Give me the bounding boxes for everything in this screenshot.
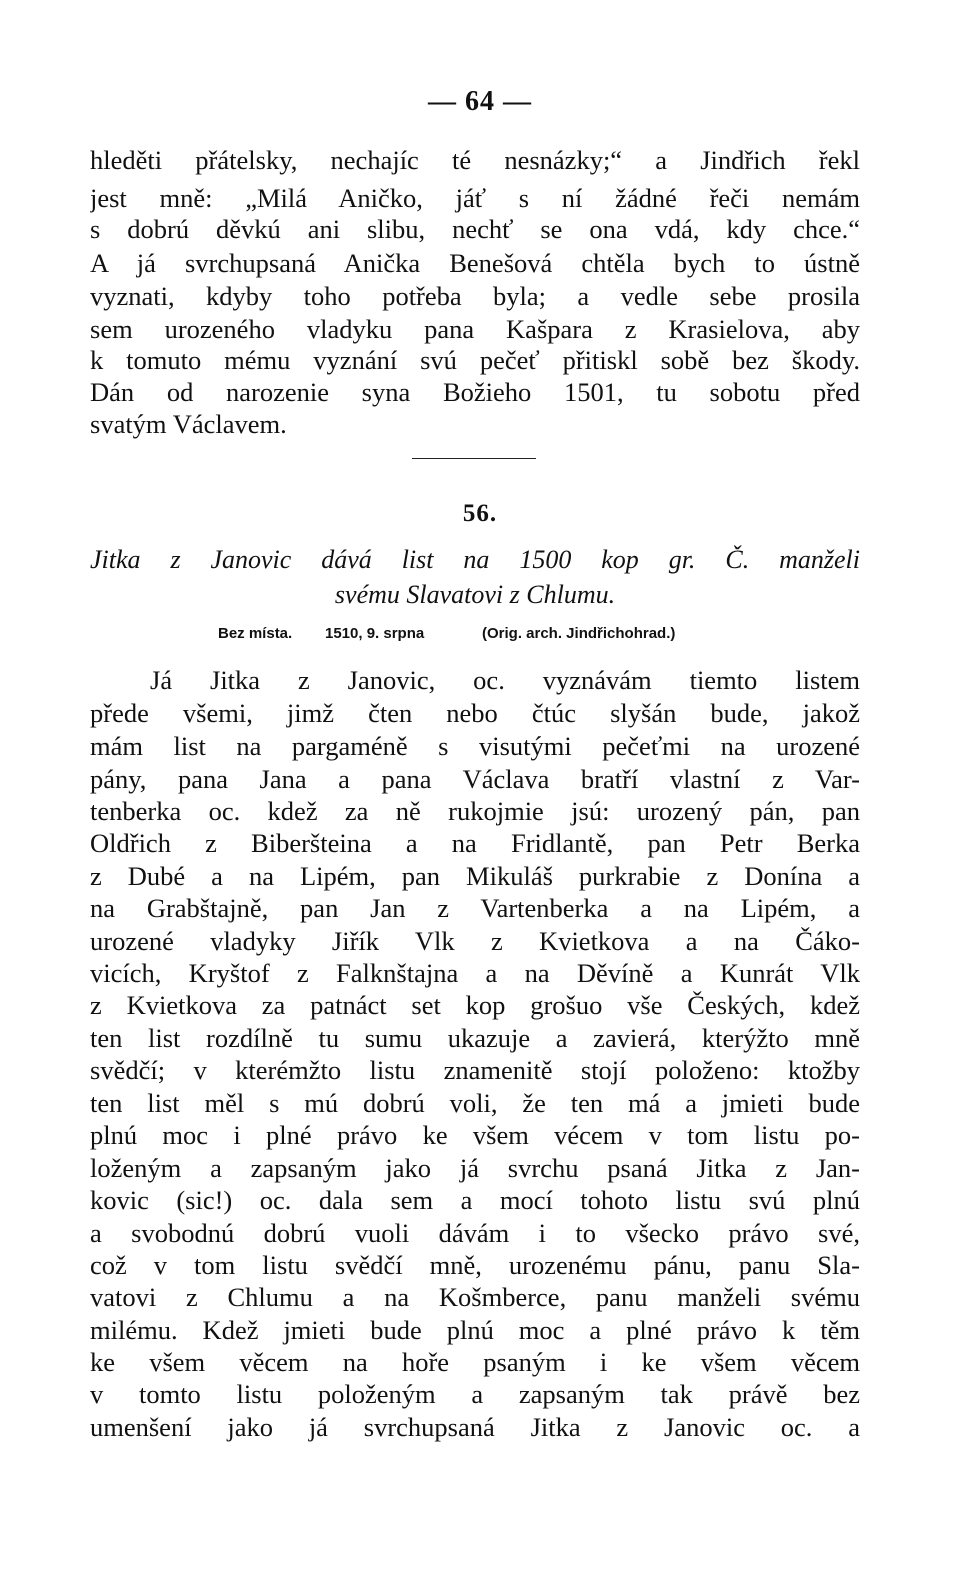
text-line: což v tom listu svědčí mně, urozenému pánu, panu Sla- — [90, 1250, 860, 1280]
text-line: v tomto listu položeným a zapsaným tak právě bez — [90, 1379, 860, 1409]
text-line: tenberka oc. kdež za ně rukojmie jsú: urozený pán, pan — [90, 796, 860, 826]
text-line: loženým a zapsaným jako já svrchu psaná Jitka z Jan- — [90, 1153, 860, 1183]
document-number: 56. — [462, 500, 498, 527]
text-line: svědčí; v kterémžto listu znamenitě stojí položeno: ktožby — [90, 1055, 860, 1085]
text-line: sem urozeného vladyku pana Kašpara z Krasielova, aby — [90, 314, 860, 344]
text-line: Oldřich z Biberšteina a na Fridlantě, pan Petr Berka — [90, 828, 860, 858]
text-line: jest mně: „Milá Aničko, jáť s ní žádné řeči nemám — [90, 183, 860, 213]
text-line: umenšení jako já svrchupsaná Jitka z Janovic oc. a — [90, 1412, 860, 1442]
text-line: s dobrú děvkú ani slibu, nechť se ona vdá, kdy chce.“ — [90, 214, 860, 244]
text-line: hleděti přátelsky, nechajíc té nesnázky;“ a Jindřich řekl — [90, 145, 860, 175]
title-line: svému Slavatovi z Chlumu. — [334, 580, 616, 609]
title-line: Jitka z Janovic dává list na 1500 kop gr. Č. manželi — [90, 545, 860, 574]
text-line: ten list rozdílně tu sumu ukazuje a zavierá, kterýžto mně — [90, 1023, 860, 1053]
meta-source: (Orig. arch. Jindřichohrad.) — [482, 625, 676, 642]
text-line: z Kvietkova za patnáct set kop grošuo vše Českých, kdež — [90, 990, 860, 1020]
text-line: z Dubé a na Lipém, pan Mikuláš purkrabie z Donína a — [90, 861, 860, 891]
text-line: vatovi z Chlumu a na Košmberce, panu manželi svému — [90, 1282, 860, 1312]
text-line: na Grabštajně, pan Jan z Vartenberka a na Lipém, a — [90, 893, 860, 923]
text-line: Já Jitka z Janovic, oc. vyznávám tiemto listem — [150, 665, 860, 695]
section-separator — [412, 458, 536, 459]
text-line: a svobodnú dobrú vuoli dávám i to všecko právo své, — [90, 1218, 860, 1248]
text-line: ten list měl s mú dobrú voli, že ten má a jmieti bude — [90, 1088, 860, 1118]
text-line: A já svrchupsaná Anička Benešová chtěla bych to ústně — [90, 248, 860, 278]
text-line: ke všem věcem na hoře psaným i ke všem věcem — [90, 1347, 860, 1377]
meta-date: 1510, 9. srpna — [325, 625, 425, 642]
text-line: vicích, Kryštof z Falknštajna a na Děvíně a Kunrát Vlk — [90, 958, 860, 988]
text-line: plnú moc i plné právo ke všem vécem v tom listu po- — [90, 1120, 860, 1150]
text-line: milému. Kdež jmieti bude plnú moc a plné právo k těm — [90, 1315, 860, 1345]
text-line: přede všemi, jimž čten nebo čtúc slyšán bude, jakož — [90, 698, 860, 728]
text-line: k tomuto mému vyznání svú pečeť přitiskl sobě bez škody. — [90, 345, 860, 375]
meta-place: Bez místa. — [218, 625, 293, 642]
page-number: — 64 — — [428, 86, 532, 117]
text-line: svatým Václavem. — [90, 409, 287, 439]
text-line: mám list na pargaméně s visutými pečeťmi na urozené — [90, 731, 860, 761]
text-line: Dán od narozenie syna Božieho 1501, tu sobotu před — [90, 377, 860, 407]
text-line: vyznati, kdyby toho potřeba byla; a vedle sebe prosila — [90, 281, 860, 311]
text-line: urozené vladyky Jiřík Vlk z Kvietkova a na Čáko- — [90, 926, 860, 956]
text-line: kovic (sic!) oc. dala sem a mocí tohoto listu svú plnú — [90, 1185, 860, 1215]
text-line: pány, pana Jana a pana Václava bratří vlastní z Var- — [90, 764, 860, 794]
